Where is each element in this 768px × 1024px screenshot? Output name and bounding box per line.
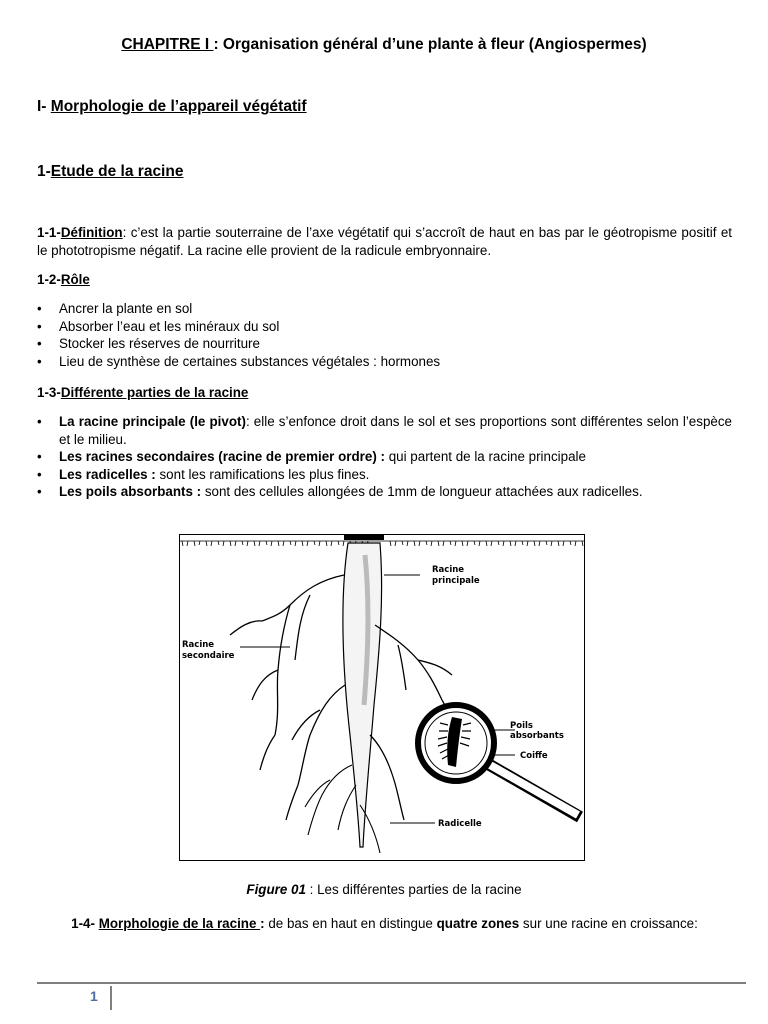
item-term: Les radicelles : — [59, 466, 156, 482]
section-number: I- — [37, 98, 51, 115]
list-item: • Lieu de synthèse de certaines substances végétales : hormones — [37, 353, 732, 371]
definition-number: 1-1- — [37, 225, 61, 240]
label-racine-principale-2: principale — [432, 576, 480, 586]
chapter-number: CHAPITRE I — [121, 36, 214, 53]
morphology-number: 1-4- — [71, 916, 99, 931]
list-item: • Absorber l’eau et les minéraux du sol — [37, 318, 732, 336]
definition-paragraph — [37, 224, 732, 259]
list-item: • Ancrer la plante en sol — [37, 300, 732, 318]
item-term: Les poils absorbants : — [59, 484, 202, 499]
magnifier — [418, 705, 580, 817]
item-text: qui partent de la racine principale — [384, 449, 586, 464]
root-diagram — [180, 535, 584, 860]
list-item — [37, 483, 732, 501]
parts-number: 1-3- — [37, 385, 61, 400]
chapter-name: : Organisation général d’une plante à fleur (Angiospermes) — [213, 36, 647, 53]
section-label: Morphologie de l’appareil végétatif — [50, 98, 307, 115]
parts-heading — [37, 385, 248, 400]
morphology-emphasis: quatre zones — [436, 916, 520, 931]
item-text: sont les ramifications les plus fines. — [155, 466, 370, 482]
list-item — [37, 466, 732, 484]
morphology-paragraph — [37, 915, 732, 933]
section-heading-2 — [37, 163, 183, 181]
chapter-title — [0, 36, 768, 54]
page-number: 1 — [90, 988, 98, 1004]
role-number: 1-2- — [37, 272, 61, 287]
morphology-colon: : — [260, 916, 265, 931]
item-term: La racine principale (le pivot) — [59, 414, 246, 429]
morphology-label: Morphologie de la racine — [98, 916, 261, 931]
item-text: : elle s’enfonce droit dans le sol et ses proportions sont différentes selon l’espèce et le milieu. — [59, 414, 732, 447]
label-radicelle: Radicelle — [438, 819, 482, 829]
role-label: Rôle — [60, 272, 90, 287]
item-term: Les racines secondaires (racine de premier ordre) : — [59, 449, 385, 464]
stem-base — [344, 535, 384, 540]
label-poils-1: Poils — [510, 721, 533, 731]
lower-roots — [305, 765, 380, 853]
footer-divider — [37, 982, 746, 984]
label-racine-secondaire-2: secondaire — [182, 651, 235, 661]
morphology-text: de bas en haut en distingue — [264, 916, 437, 931]
definition-text: : c’est la partie souterraine de l’axe végétatif qui s’accroît de haut en bas par le géotropisme positif et le phototropisme négatif. La racine elle provient de la radicule embryonnaire. — [37, 225, 732, 258]
section-label: Etude de la racine — [50, 163, 184, 180]
section-heading-1 — [37, 98, 307, 116]
item-text: sont des cellules allongées de 1mm de longueur attachées aux radicelles. — [201, 484, 643, 499]
caption-label: Figure 01 — [246, 882, 306, 897]
figure-caption — [0, 882, 768, 897]
role-heading — [37, 272, 90, 287]
label-racine-secondaire-1: Racine — [182, 640, 215, 650]
list-item — [37, 413, 732, 448]
label-coiffe: Coiffe — [520, 751, 548, 761]
section-number: 1- — [37, 163, 51, 180]
list-item: • Stocker les réserves de nourriture — [37, 335, 732, 353]
page-number-bar — [110, 986, 112, 1010]
label-racine-principale-1: Racine — [432, 565, 465, 575]
definition-label: Définition — [60, 225, 123, 240]
list-item — [37, 448, 732, 466]
caption-text: : Les différentes parties de la racine — [305, 882, 522, 897]
parts-label: Différente parties de la racine — [60, 385, 249, 400]
label-poils-2: absorbants — [510, 731, 564, 741]
morphology-text-end: sur une racine en croissance: — [519, 916, 698, 931]
root-figure — [179, 534, 585, 861]
role-list — [37, 300, 732, 370]
parts-list — [37, 413, 732, 501]
soil-surface — [180, 541, 584, 546]
secondary-roots-left — [230, 575, 345, 820]
